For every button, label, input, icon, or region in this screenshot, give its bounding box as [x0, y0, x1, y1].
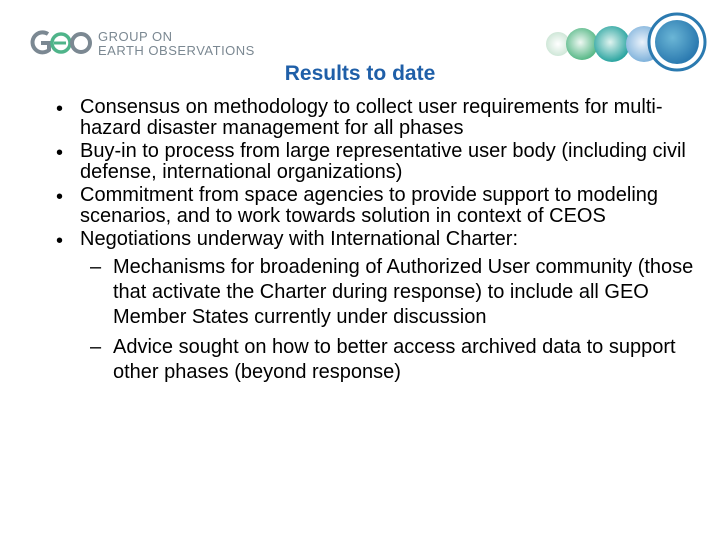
- slide-title: [0, 62, 720, 86]
- bullet-item: [56, 141, 696, 183]
- sub-bullet-text: Mechanisms for broadening of Authorized User community (those that activate the Charter during response) to include all GEO Member States currently under discussion: [113, 256, 694, 328]
- geo-logo-mark-icon: [26, 22, 94, 66]
- bullet-marker: •: [56, 186, 64, 208]
- bullet-marker: •: [56, 230, 64, 252]
- sub-bullet-text: Advice sought on how to better access archived data to support other phases (beyond response): [113, 336, 676, 383]
- sub-bullet-item: [56, 255, 696, 330]
- bullet-list: [56, 96, 696, 385]
- logo-line-1: GROUP ON: [98, 29, 173, 44]
- bullet-text: Commitment from space agencies to provide support to modeling scenarios, and to work towards solution in context of CEOS: [80, 184, 659, 227]
- logo-line-2: EARTH OBSERVATIONS: [98, 43, 255, 58]
- bullet-text: Buy-in to process from large representative user body (including civil defense, international organizations): [80, 140, 686, 183]
- bullet-item: [56, 229, 696, 250]
- bullet-marker: •: [56, 142, 64, 164]
- sub-bullet-item: [56, 335, 696, 385]
- geo-logo: [26, 22, 255, 66]
- bullet-text: Negotiations underway with International Charter:: [80, 228, 519, 250]
- bullet-text: Consensus on methodology to collect user requirements for multi-hazard disaster management for all phases: [80, 96, 663, 139]
- bullet-item: [56, 97, 696, 139]
- sub-bullet-marker: –: [90, 336, 102, 358]
- sub-bullet-marker: –: [90, 256, 102, 278]
- logo-wordmark: [98, 30, 255, 58]
- bullet-item: [56, 185, 696, 227]
- bullet-marker: •: [56, 98, 64, 120]
- slide-title-text: Results to date: [284, 62, 436, 85]
